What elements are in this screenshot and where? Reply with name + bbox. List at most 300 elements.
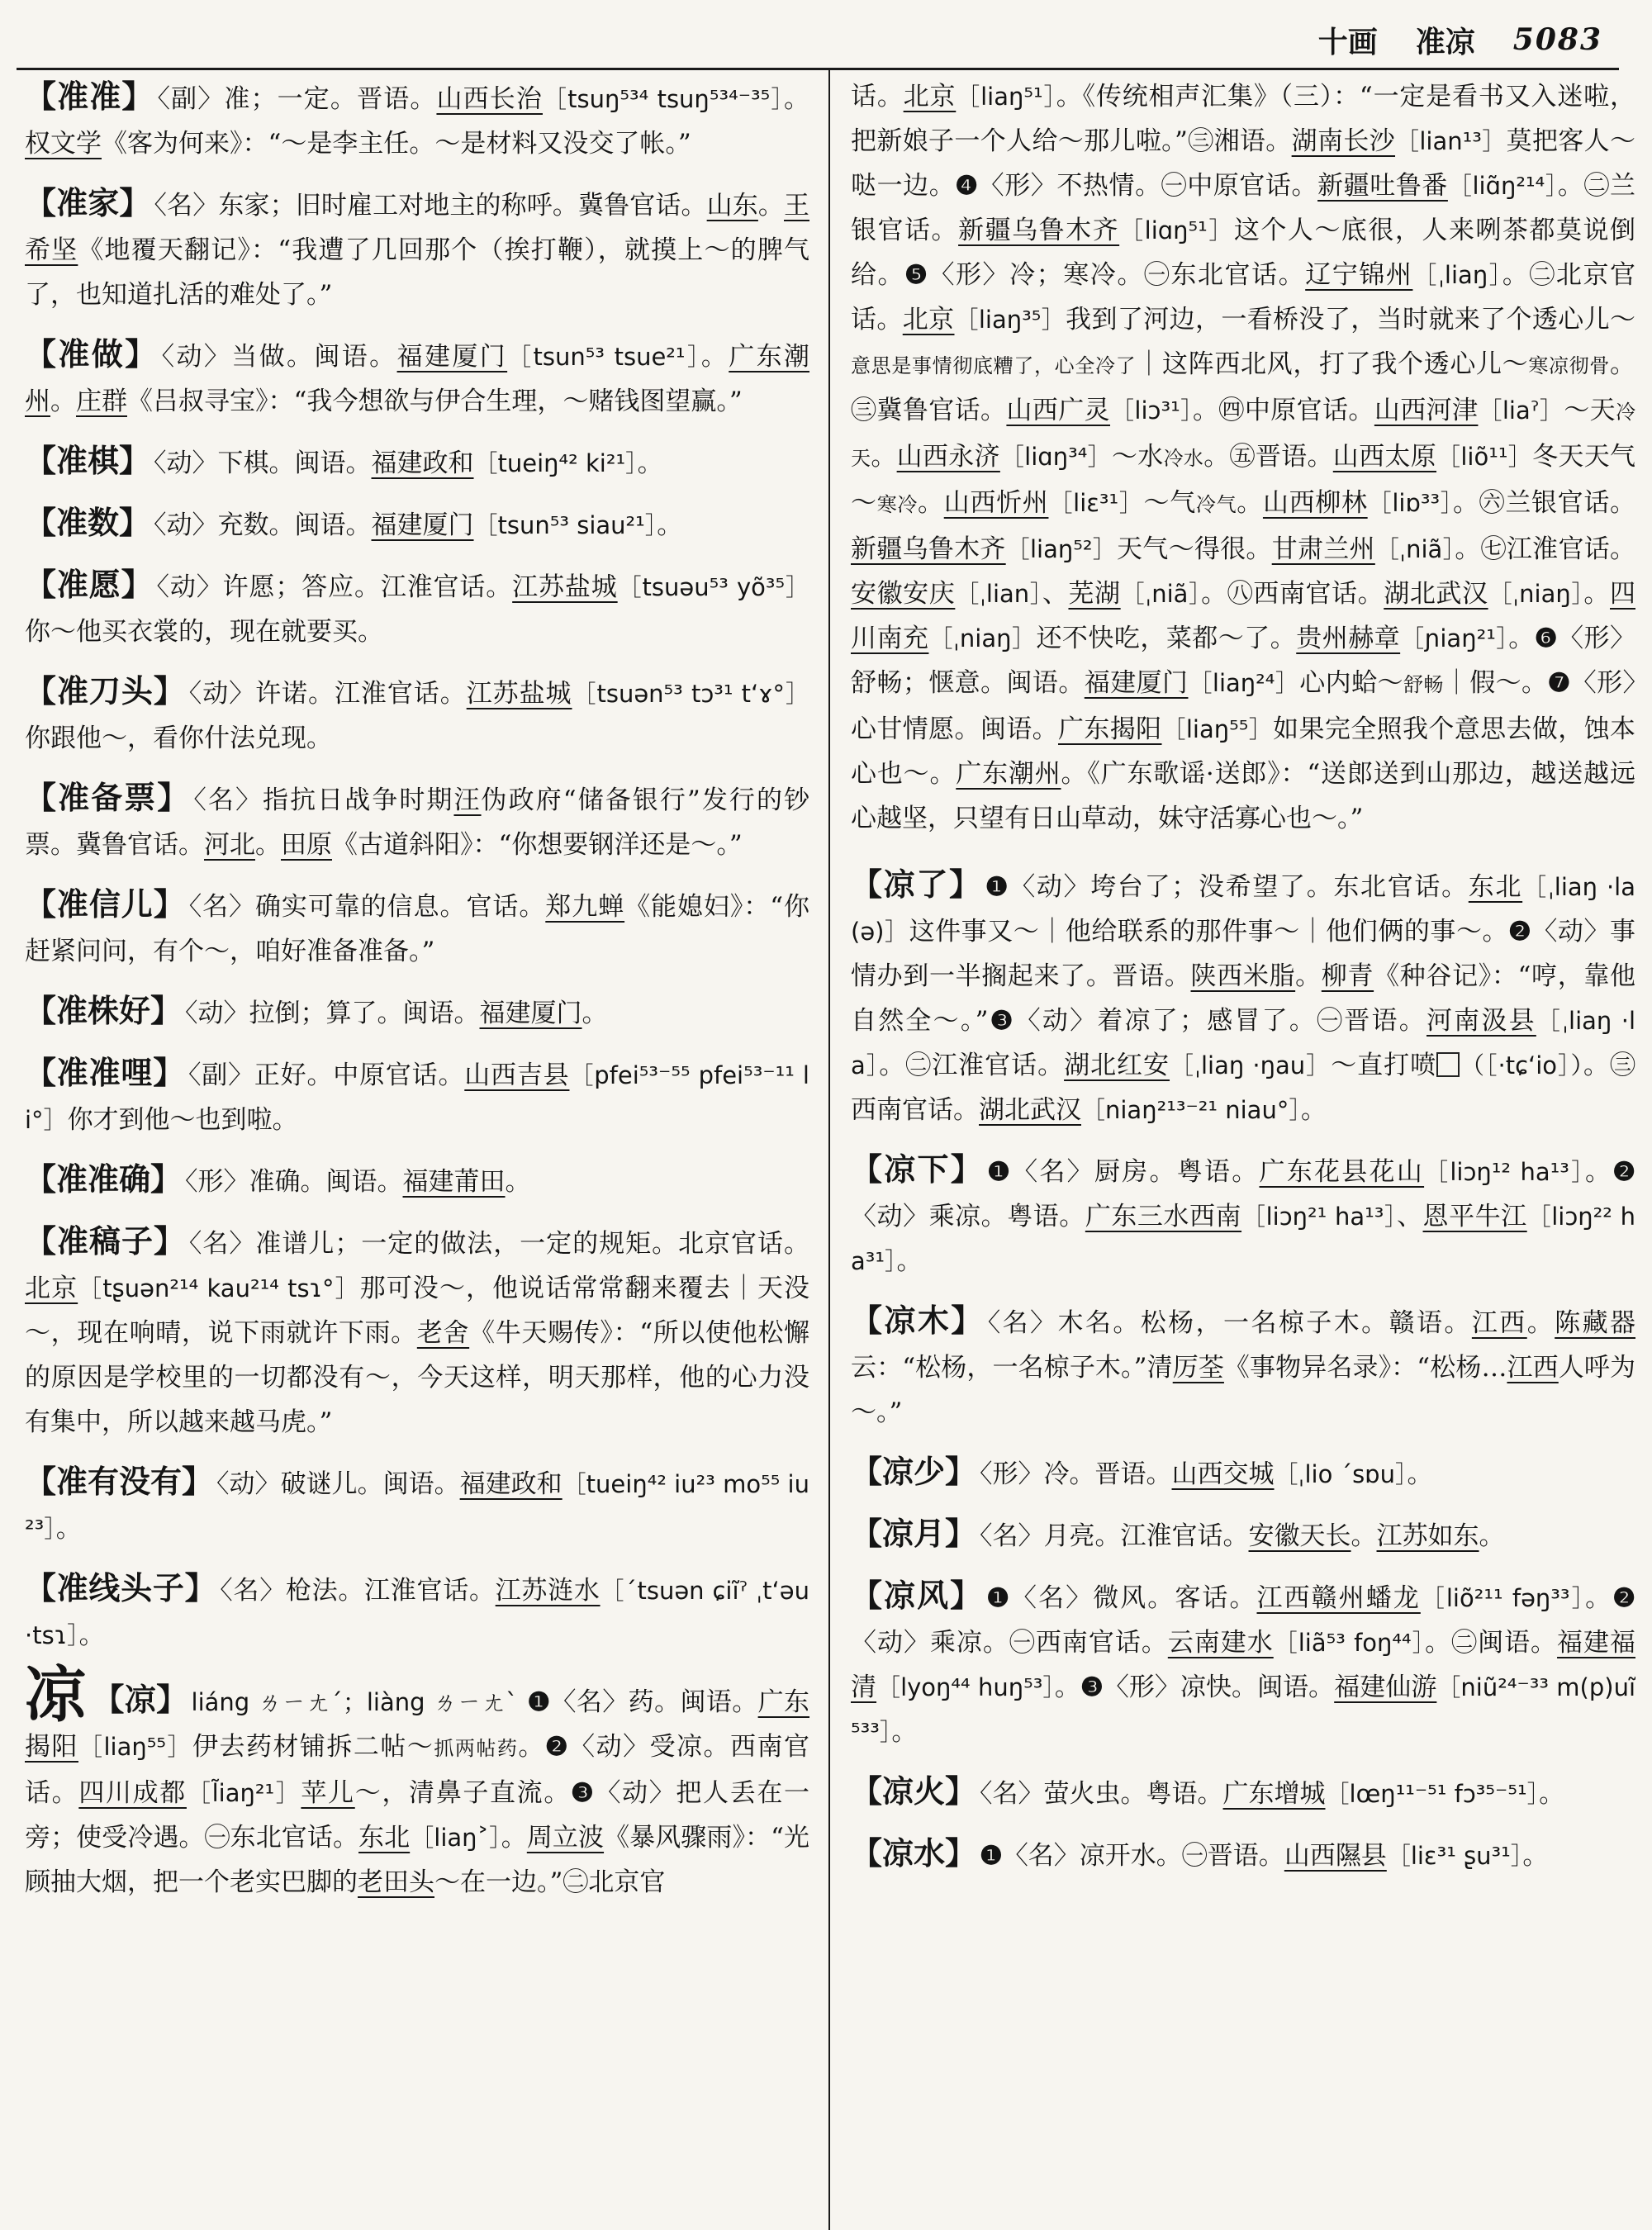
entry-text: 冬天天气～ bbox=[851, 442, 1635, 518]
head-character: 凉 bbox=[25, 1659, 87, 1730]
pronunciation: ［liaŋ⁵⁵］ bbox=[1161, 715, 1274, 743]
location-name: 四川南充 bbox=[851, 579, 1635, 653]
location-name: 福建厦门 bbox=[396, 342, 508, 372]
entry-text: 〈名〉木名。松杨，一名椋子木。赣语。 bbox=[987, 1308, 1472, 1338]
pronunciation: ［liɛ³¹］ bbox=[1048, 489, 1144, 517]
location-name: 福建政和 bbox=[459, 1469, 563, 1499]
headword: 【准棋】 bbox=[25, 442, 151, 479]
location-name: 江苏盐城 bbox=[512, 572, 618, 602]
dictionary-entry bbox=[25, 439, 809, 486]
entry-text: 《种谷记》：“哼，靠他自然全～。” bbox=[851, 961, 1635, 1036]
pronunciation: ［ˌliaŋ ·ŋau］ bbox=[1170, 1051, 1332, 1079]
entry-text: 〈动〉拉倒；算了。闽语。 bbox=[185, 999, 480, 1028]
pronunciation: ［liõ²¹¹ fəŋ³³］ bbox=[1420, 1584, 1586, 1612]
entry-text: 。 bbox=[1585, 1583, 1613, 1613]
pronunciation: ［tsuəu⁵³ yõ³⁵］ bbox=[617, 573, 809, 601]
entry-text: 、 bbox=[1396, 1202, 1423, 1231]
dictionary-entry bbox=[25, 1219, 809, 1445]
pronunciation: ［lœŋ¹¹⁻⁵¹ fɔ³⁵⁻⁵¹］ bbox=[1325, 1780, 1540, 1808]
entry-text: 〈名〉厨房。粤语。 bbox=[1012, 1157, 1260, 1187]
running-head: 准凉 bbox=[1415, 24, 1475, 59]
location-name: 江苏涟水 bbox=[495, 1576, 601, 1606]
gloss-note: 抓两帖药 bbox=[434, 1737, 519, 1760]
headword: 【凉水】 bbox=[851, 1834, 977, 1872]
pronunciation: ［ˌniã］ bbox=[1120, 580, 1202, 608]
entry-text: 。 bbox=[55, 1514, 82, 1544]
gloss-note: 意思是事情彻底糟了，心全冷了 bbox=[851, 354, 1137, 377]
pronunciation: ［ˌlio ˊsɒu］ bbox=[1274, 1460, 1408, 1488]
pronunciation: ［ˌliaŋ］ bbox=[1412, 261, 1502, 289]
pronunciation: ［liɑŋ⁵¹］ bbox=[1119, 216, 1234, 244]
location-name: 安徽安庆 bbox=[851, 579, 956, 609]
dictionary-entry bbox=[25, 776, 809, 867]
location-name: 福建莆田 bbox=[402, 1167, 506, 1197]
entry-text: 〈名〉萤火虫。粤语。 bbox=[980, 1779, 1223, 1809]
header-rule bbox=[17, 68, 1619, 70]
pronunciation: ［lyoŋ⁴⁴ huŋ⁵³］ bbox=[876, 1673, 1055, 1701]
pronunciation: ［l̃iaŋ²¹］ bbox=[186, 1779, 301, 1807]
headword: 【准线头子】 bbox=[25, 1569, 217, 1606]
location-name: 东北 bbox=[1468, 872, 1523, 902]
headword: 【准愿】 bbox=[25, 566, 154, 603]
pronunciation: ［liɔŋ¹² ha¹³］ bbox=[1424, 1158, 1585, 1186]
entry-text: 〈名〉凉开水。㊀晋语。 bbox=[1002, 1841, 1284, 1871]
sense-number: ❶ bbox=[987, 1157, 1013, 1187]
entry-text: 。㊆江淮官话。 bbox=[1455, 534, 1635, 564]
location-name: 福建厦门 bbox=[479, 999, 582, 1028]
entry-text: 。㊁北京官话。 bbox=[851, 260, 1635, 334]
location-name: 山东 bbox=[706, 191, 758, 221]
entry-text: 〈名〉微风。客话。 bbox=[1011, 1583, 1257, 1613]
section-label: 十画 bbox=[1317, 24, 1378, 59]
location-name: 汪 bbox=[453, 785, 482, 815]
entry-text: 《客为何来》：“～是李主任。～是材料又没交了帐。” bbox=[102, 129, 691, 159]
entry-text: 〈形〉舒畅；惬意。闽语。 bbox=[851, 624, 1635, 698]
entry-text: 〈形〉不热情。㊀中原官话。 bbox=[978, 171, 1318, 201]
right-column bbox=[851, 74, 1635, 2230]
pronunciation: ［liaŋ˃］ bbox=[410, 1824, 501, 1852]
location-name: 甘肃兰州 bbox=[1271, 534, 1375, 564]
headword: 【凉火】 bbox=[851, 1772, 977, 1810]
entry-text: 。《广东歌谣·送郎》：“送郎送到山那边，越送越远心越坚，只望有日山草动，妹守活寡心也～。” bbox=[851, 759, 1635, 833]
entry-text: ｜假～。 bbox=[1443, 668, 1548, 698]
entry-text: 〈动〉许诺。江淮官话。 bbox=[188, 679, 467, 709]
entry-text: 〈动〉乘凉。㊀西南官话。 bbox=[851, 1628, 1168, 1658]
pronunciation: （［·tɕʻio］） bbox=[1460, 1051, 1583, 1079]
headword: 【准信儿】 bbox=[25, 885, 186, 923]
location-name: 四川成都 bbox=[78, 1778, 187, 1808]
pronunciation: ［tueiŋ⁴² ki²¹］ bbox=[473, 449, 638, 477]
location-name: 江西 bbox=[1507, 1353, 1559, 1383]
location-name: 山西柳林 bbox=[1262, 488, 1368, 518]
entry-text: 〈名〉枪法。江淮官话。 bbox=[220, 1576, 496, 1606]
entry-text: 你跟他～，看你什法兑现。 bbox=[25, 724, 332, 753]
dictionary-entry bbox=[25, 501, 809, 548]
dictionary-entry bbox=[25, 74, 809, 166]
entry-text: 。㊅兰银官话。 bbox=[1452, 488, 1635, 518]
entry-text: 我到了河边，一看桥没了，当时就来了个透心儿～ bbox=[1066, 305, 1635, 334]
entry-text: 莫把客人～哒一边。 bbox=[851, 126, 1635, 201]
entry-text: 〈名〉东家；旧时雇工对地主的称呼。冀鲁官话。 bbox=[154, 191, 707, 221]
pronunciation: ［liaŋ⁵⁵］ bbox=[78, 1733, 192, 1761]
entry-text: 〈形〉凉快。闽语。 bbox=[1103, 1672, 1335, 1702]
pronunciation: ［liaŋ⁵²］ bbox=[1005, 535, 1118, 563]
dictionary-entry bbox=[25, 1157, 809, 1204]
entry-text: 。 bbox=[255, 830, 281, 860]
location-name: 山西长治 bbox=[436, 84, 543, 114]
pronunciation: ［liɛ³¹ ʂu³¹］ bbox=[1386, 1842, 1523, 1870]
headword: 【准准哩】 bbox=[25, 1054, 185, 1091]
location-name: 山西广灵 bbox=[1006, 396, 1111, 425]
entry-text: 伊去药材铺拆二帖～ bbox=[192, 1732, 434, 1762]
location-name: 新疆乌鲁木齐 bbox=[851, 534, 1006, 564]
pronunciation: ［liɔ³¹］ bbox=[1110, 396, 1194, 425]
entry-text: 。 bbox=[1508, 624, 1535, 653]
sense-number: ❷ bbox=[544, 1732, 570, 1762]
pronunciation: ［tsun⁵³ siau²¹］ bbox=[473, 511, 657, 539]
gloss-note: 冷水 bbox=[1163, 447, 1204, 470]
location-name: 北京 bbox=[903, 82, 957, 112]
location-name: 北京 bbox=[902, 305, 955, 334]
entry-text: 〈名〉准谱儿；一定的做法，一定的规矩。北京官话。 bbox=[188, 1229, 809, 1259]
location-name: 山西太原 bbox=[1332, 442, 1437, 472]
entry-text: 。 bbox=[1054, 1672, 1080, 1702]
headword: 【凉下】 bbox=[851, 1151, 985, 1188]
location-name: 芜湖 bbox=[1068, 579, 1121, 609]
location-name: 江西 bbox=[1471, 1308, 1527, 1338]
entry-text: 〈动〉当做。闽语。 bbox=[161, 342, 397, 372]
entry-text: 。 bbox=[1351, 1521, 1377, 1551]
location-name: 广东三水西南 bbox=[1085, 1202, 1242, 1231]
location-name: 厉荃 bbox=[1172, 1353, 1224, 1383]
location-name: 周立波 bbox=[526, 1823, 605, 1853]
headword: 【准稿子】 bbox=[25, 1222, 186, 1260]
entry-text: 。㊃中原官话。 bbox=[1193, 396, 1374, 425]
column-divider bbox=[828, 69, 830, 2230]
headword: 【凉风】 bbox=[851, 1577, 984, 1614]
entry-text: 。 bbox=[871, 442, 897, 472]
entry-continuation bbox=[851, 74, 1635, 841]
entry-text: ～天 bbox=[1564, 396, 1616, 425]
pronunciation: ［ɲiaŋ²¹］ bbox=[1400, 624, 1509, 652]
pronunciation: ［liɔŋ²¹ ha¹³］ bbox=[1241, 1203, 1397, 1231]
pronunciation: ［tsun⁵³ tsue²¹］ bbox=[507, 343, 701, 371]
entry-text: 。 bbox=[1584, 1157, 1613, 1187]
entry-text: ～水 bbox=[1111, 442, 1164, 472]
entry-text: 、 bbox=[1042, 579, 1069, 609]
location-name: 新疆乌鲁木齐 bbox=[958, 216, 1120, 245]
entry-text: ～，清鼻子直流。 bbox=[354, 1778, 571, 1808]
dictionary-entry bbox=[25, 1659, 809, 1905]
entry-text: 〈动〉垮台了；没希望了。东北官话。 bbox=[1009, 872, 1469, 902]
location-name: 广东揭阳 bbox=[1058, 714, 1162, 744]
location-name: 广东花县花山 bbox=[1259, 1157, 1425, 1187]
pronunciation: ［liaŋ²⁴］ bbox=[1188, 669, 1300, 697]
entry-text: 。 bbox=[501, 1823, 527, 1853]
entry-text: 〈动〉事情办到一半搁起来了。晋语。 bbox=[851, 917, 1635, 991]
dictionary-entry bbox=[25, 989, 809, 1036]
entry-text: 《事物异名录》：“松杨… bbox=[1223, 1353, 1507, 1383]
entry-text: 〈动〉乘凉。粤语。 bbox=[851, 1202, 1085, 1231]
location-name: 恩平牛江 bbox=[1422, 1202, 1527, 1231]
dictionary-entry bbox=[851, 1573, 1635, 1754]
pronunciation: ［tueiŋ⁴² iu²³ mo⁵⁵ iu²³］ bbox=[25, 1470, 809, 1543]
sense-number: ❸ bbox=[570, 1778, 596, 1808]
location-name: 福建仙游 bbox=[1334, 1672, 1437, 1702]
entry-text: 。㊄晋语。 bbox=[1203, 442, 1333, 472]
entry-text: 。 bbox=[1237, 488, 1263, 518]
location-name: 广东潮州 bbox=[25, 342, 809, 416]
entry-text: 〈名〉确实可靠的信息。官话。 bbox=[188, 892, 546, 922]
location-name: 老田头 bbox=[358, 1867, 434, 1897]
entry-text: 。 bbox=[1583, 579, 1611, 609]
dictionary-entry bbox=[25, 669, 809, 761]
pronunciation: ［lian¹³］ bbox=[1395, 127, 1507, 155]
location-name: 贵州赫章 bbox=[1296, 624, 1401, 653]
headword: 【准做】 bbox=[25, 335, 159, 372]
entry-text: 〈名〉药。闽语。 bbox=[550, 1687, 758, 1717]
dictionary-entry bbox=[25, 562, 809, 654]
entry-text: 《暴风骤雨》：“光顾抽大烟，把一个老实巴脚的 bbox=[25, 1823, 809, 1897]
pronunciation: ［ˌliaŋ ·la(ə)］ bbox=[851, 873, 1635, 946]
location-name: 权文学 bbox=[25, 129, 102, 159]
dictionary-entry bbox=[25, 1566, 809, 1658]
entry-text: 。《传统相声汇集》（三）：“一定是看书又入迷啦，把新娘子一个人给～那儿啦。”㊂湘语。 bbox=[851, 82, 1635, 156]
pronunciation: ［niũ²⁴⁻³³ m(p)uĩ⁵³³］ bbox=[851, 1673, 1635, 1746]
headword: 【凉】 bbox=[93, 1681, 188, 1718]
dictionary-entry bbox=[851, 1769, 1635, 1816]
page-header bbox=[33, 15, 1602, 64]
sense-number: ❶ bbox=[986, 1583, 1012, 1613]
entry-text: 。㊁闽语。 bbox=[1425, 1628, 1558, 1658]
entry-text: 云：“松杨，一名椋子木。”清 bbox=[851, 1353, 1173, 1383]
sense-number: ❸ bbox=[1080, 1672, 1104, 1702]
entry-text: 。㊂西南官话。 bbox=[851, 1051, 1635, 1125]
entry-text: 话。 bbox=[851, 82, 904, 112]
sense-number: ❸ bbox=[988, 1006, 1015, 1036]
entry-text: 《牛天赐传》：“所以使他松懈的原因是学校里的一切都没有～，今天这样，明天那样，他的心力没有集中，所以越来越马虎。” bbox=[25, 1318, 809, 1437]
entry-text: 如果完全照我个意思去做，蚀本心也～。 bbox=[851, 714, 1635, 789]
pronunciation: ［liõ¹¹］ bbox=[1436, 443, 1533, 471]
page-number: 5083 bbox=[1512, 22, 1602, 57]
pronunciation: ［liɑ̃ŋ²¹⁴］ bbox=[1447, 172, 1558, 200]
pronunciation: ［liɑŋ³⁴］ bbox=[999, 443, 1112, 471]
pronunciation: ［ˌlian］ bbox=[955, 580, 1042, 608]
pronunciation: ［tsuŋ⁵³⁴ tsuŋ⁵³⁴⁻³⁵］ bbox=[542, 85, 785, 113]
dictionary-entry bbox=[25, 332, 809, 424]
sense-number: ❺ bbox=[904, 260, 929, 290]
gloss-note: 寒冷 bbox=[876, 493, 919, 516]
location-name: 山西忻州 bbox=[943, 488, 1049, 518]
sense-number: ❶ bbox=[980, 1841, 1003, 1871]
dictionary-entry bbox=[25, 181, 809, 317]
location-name: 湖北红安 bbox=[1064, 1051, 1170, 1080]
gloss-note: 寒凉彻骨 bbox=[1528, 354, 1611, 377]
headword: 【准家】 bbox=[25, 184, 151, 221]
entry-text: 。 bbox=[505, 1167, 531, 1197]
headword: 【凉少】 bbox=[851, 1453, 977, 1490]
headword: 【准备票】 bbox=[25, 779, 191, 816]
entry-text: 〈形〉冷。晋语。 bbox=[980, 1459, 1172, 1489]
location-name: 庄群 bbox=[76, 387, 127, 416]
location-name: 郑九蝉 bbox=[545, 892, 625, 922]
location-name: 广东潮州 bbox=[956, 759, 1061, 789]
location-name: 云南建水 bbox=[1167, 1628, 1274, 1658]
location-name: 福建厦门 bbox=[1084, 668, 1189, 698]
entry-text: 。 bbox=[896, 1246, 923, 1276]
headword: 【准有没有】 bbox=[25, 1463, 214, 1500]
location-name: 辽宁锦州 bbox=[1305, 260, 1413, 290]
pronunciation: ［pfei⁵³⁻⁵⁵ pfei⁵³⁻¹¹ li°］ bbox=[25, 1061, 809, 1134]
entry-text: 〈动〉受凉。西南官话。 bbox=[25, 1732, 809, 1808]
entry-text: 这件事又～｜他给联系的那件事～｜他们俩的事～。 bbox=[909, 917, 1509, 947]
pronunciation: ［liɔŋ²² ha³¹］ bbox=[851, 1203, 1635, 1275]
sense-number: ❷ bbox=[1508, 917, 1532, 947]
location-name: 苹儿 bbox=[301, 1778, 355, 1808]
entry-text: 。 bbox=[700, 342, 729, 372]
entry-text: ～直打喷 bbox=[1331, 1051, 1437, 1080]
location-name: 新疆吐鲁番 bbox=[1317, 171, 1448, 201]
dictionary-entry bbox=[851, 1147, 1635, 1283]
location-name: 广东揭阳 bbox=[25, 1687, 809, 1762]
entry-text: 。 bbox=[757, 191, 785, 221]
entry-text: 。 bbox=[1479, 1521, 1505, 1551]
entry-text: 。 bbox=[518, 1732, 545, 1762]
entry-text: 。 bbox=[657, 510, 683, 540]
sense-number: ❹ bbox=[955, 171, 979, 201]
headword: 【准刀头】 bbox=[25, 672, 186, 709]
location-name: 江苏如东 bbox=[1376, 1521, 1479, 1551]
location-name: 北京 bbox=[25, 1274, 78, 1303]
entry-text: 。 bbox=[784, 84, 809, 114]
pronunciation: ［tsuən⁵³ tɔ³¹ tʻɤ°］ bbox=[572, 680, 809, 708]
entry-text: 〈动〉把人丢在一旁；使受冷遇。㊀东北官话。 bbox=[25, 1778, 809, 1853]
entry-text: 《地覆天翻记》：“我遭了几回那个（挨打鞭），就摸上～的脾气了，也知道扎活的难处了。” bbox=[25, 235, 809, 310]
dictionary-entry bbox=[851, 862, 1635, 1132]
dictionary-entry bbox=[851, 1298, 1635, 1435]
gloss-note: 舒畅 bbox=[1403, 673, 1444, 696]
entry-text: 伪政府“储备银行”发行的钞票。冀鲁官话。 bbox=[25, 785, 809, 860]
entry-text: 〈形〉准确。闽语。 bbox=[185, 1167, 403, 1197]
entry-text: 〈形〉冷；寒冷。㊀东北官话。 bbox=[928, 260, 1306, 290]
entry-text: 你才到他～也到啦。 bbox=[67, 1105, 298, 1135]
entry-text: 〈动〉许愿；答应。江淮官话。 bbox=[156, 572, 513, 602]
entry-text: 。 bbox=[78, 1620, 105, 1650]
location-name: 江西赣州蟠龙 bbox=[1256, 1583, 1421, 1613]
pronunciation: ［tʂuən²¹⁴ kau²¹⁴ tsɿ°］ bbox=[78, 1274, 360, 1302]
location-name: 福建厦门 bbox=[371, 510, 474, 540]
entry-text: 。 bbox=[582, 999, 608, 1028]
sense-number: ❼ bbox=[1547, 668, 1571, 698]
dictionary-entry bbox=[25, 1459, 809, 1551]
headword: 【凉木】 bbox=[851, 1302, 985, 1339]
location-name: 王希坚 bbox=[25, 191, 809, 265]
entry-text: 。㊂冀鲁官话。 bbox=[851, 349, 1635, 425]
entry-text: 人呼为～。” bbox=[851, 1353, 1635, 1427]
entry-text: 〈动〉下棋。闽语。 bbox=[154, 448, 372, 478]
pronunciation: ［ˌniã］ bbox=[1374, 535, 1455, 563]
left-column bbox=[25, 74, 809, 2230]
pronunciation: ［liã⁵³ foŋ⁴⁴］ bbox=[1273, 1629, 1426, 1657]
sense-number: ❷ bbox=[1612, 1157, 1635, 1187]
pronunciation: ［liɒ³³］ bbox=[1367, 489, 1453, 517]
headword: 【准准确】 bbox=[25, 1160, 183, 1198]
entry-text: 。 bbox=[637, 448, 663, 478]
headword: 【准数】 bbox=[25, 504, 151, 541]
headword: 【准株好】 bbox=[25, 992, 183, 1029]
location-name: 陕西米脂 bbox=[1190, 961, 1296, 991]
entry-text: 《吕叔寻宝》：“我今想欲与伊合生理，～赌钱图望赢。” bbox=[127, 387, 743, 416]
pronunciation: ［niaŋ²¹³⁻²¹ niau°］ bbox=[1081, 1096, 1301, 1124]
entry-text: 心内蛤～ bbox=[1299, 668, 1403, 698]
headword: 【凉了】 bbox=[851, 866, 982, 903]
location-name: 湖南长沙 bbox=[1291, 126, 1396, 156]
gloss-note: 冷天 bbox=[851, 401, 1635, 470]
location-name: 湖北武汉 bbox=[1384, 579, 1488, 609]
location-name: 山西隰县 bbox=[1284, 1841, 1387, 1871]
pronunciation: ［ˌliaŋ ·la］ bbox=[851, 1007, 1635, 1079]
gloss-note: 冷气 bbox=[1195, 493, 1237, 516]
entry-text: 。 bbox=[1539, 1779, 1565, 1809]
location-name: 山西河津 bbox=[1374, 396, 1479, 425]
entry-text: 《古道斜阳》：“你想要钢洋还是～。” bbox=[332, 830, 743, 860]
entry-text: 〈副〉正好。中原官话。 bbox=[188, 1060, 465, 1090]
sense-number: ❶ bbox=[518, 1687, 551, 1717]
entry-text: ～气 bbox=[1143, 488, 1196, 518]
entry-text: 。 bbox=[1522, 1841, 1549, 1871]
pronunciation: ［liaŋ³⁵］ bbox=[954, 306, 1066, 334]
entry-text: 你～他买衣裳的，现在就要买。 bbox=[25, 617, 383, 647]
entry-text: 〈名〉月亮。江淮官话。 bbox=[980, 1521, 1249, 1551]
entry-text: 〈副〉准；一定。晋语。 bbox=[157, 84, 437, 114]
entry-text: 〈动〉着凉了；感冒了。㊀晋语。 bbox=[1014, 1006, 1427, 1036]
entry-text: 〈名〉指抗日战争时期 bbox=[193, 785, 454, 815]
entry-text: 。 bbox=[891, 1717, 918, 1747]
location-name: 安徽天长 bbox=[1248, 1521, 1351, 1551]
location-name: 广东增城 bbox=[1222, 1779, 1326, 1809]
dictionary-entry bbox=[25, 1051, 809, 1142]
dictionary-entry bbox=[851, 1511, 1635, 1559]
entry-text: 。 bbox=[1407, 1459, 1433, 1489]
pronunciation: liáng ㄌㄧㄤˊ；liàng ㄌㄧㄤˋ bbox=[191, 1688, 519, 1716]
entry-text: ｜这阵西北风，打了我个透心儿～ bbox=[1136, 349, 1529, 379]
location-name: 山西交城 bbox=[1171, 1459, 1275, 1489]
entry-text: 《能媳妇》：“你赶紧问问，有个～，咱好准备准备。” bbox=[25, 892, 809, 966]
pronunciation: ［liaŋ⁵¹］ bbox=[956, 83, 1056, 111]
pronunciation: ［liaˀ］ bbox=[1478, 396, 1564, 425]
entry-text: 。 bbox=[918, 488, 944, 518]
entry-text: ～在一边。”㊁北京官 bbox=[434, 1867, 666, 1897]
dictionary-entry bbox=[851, 1450, 1635, 1497]
location-name: 湖北武汉 bbox=[979, 1095, 1081, 1125]
location-name: 田原 bbox=[281, 830, 332, 860]
location-name: 福建政和 bbox=[371, 448, 474, 478]
pronunciation: ［ˌniaŋ］ bbox=[928, 624, 1037, 652]
entry-text: 。㊁兰银官话。 bbox=[851, 171, 1635, 245]
entry-text: 。 bbox=[1300, 1095, 1327, 1125]
entry-text: 。㊁江淮官话。 bbox=[879, 1051, 1065, 1080]
pronunciation: ［ˊtsuən ɕiĩˀ ˌtʻəu ·tsɿ］ bbox=[25, 1577, 809, 1649]
dictionary-entry bbox=[851, 1831, 1635, 1878]
entry-text: 〈动〉破谜儿。闽语。 bbox=[216, 1469, 460, 1499]
sense-number: ❶ bbox=[985, 872, 1010, 902]
entry-text: 。 bbox=[1526, 1308, 1555, 1338]
sense-number: ❻ bbox=[1534, 624, 1559, 653]
location-name: 福建福清 bbox=[851, 1628, 1635, 1702]
location-name: 河北 bbox=[204, 830, 255, 860]
entry-text: 。 bbox=[50, 387, 76, 416]
sense-number: ❷ bbox=[1612, 1583, 1635, 1613]
